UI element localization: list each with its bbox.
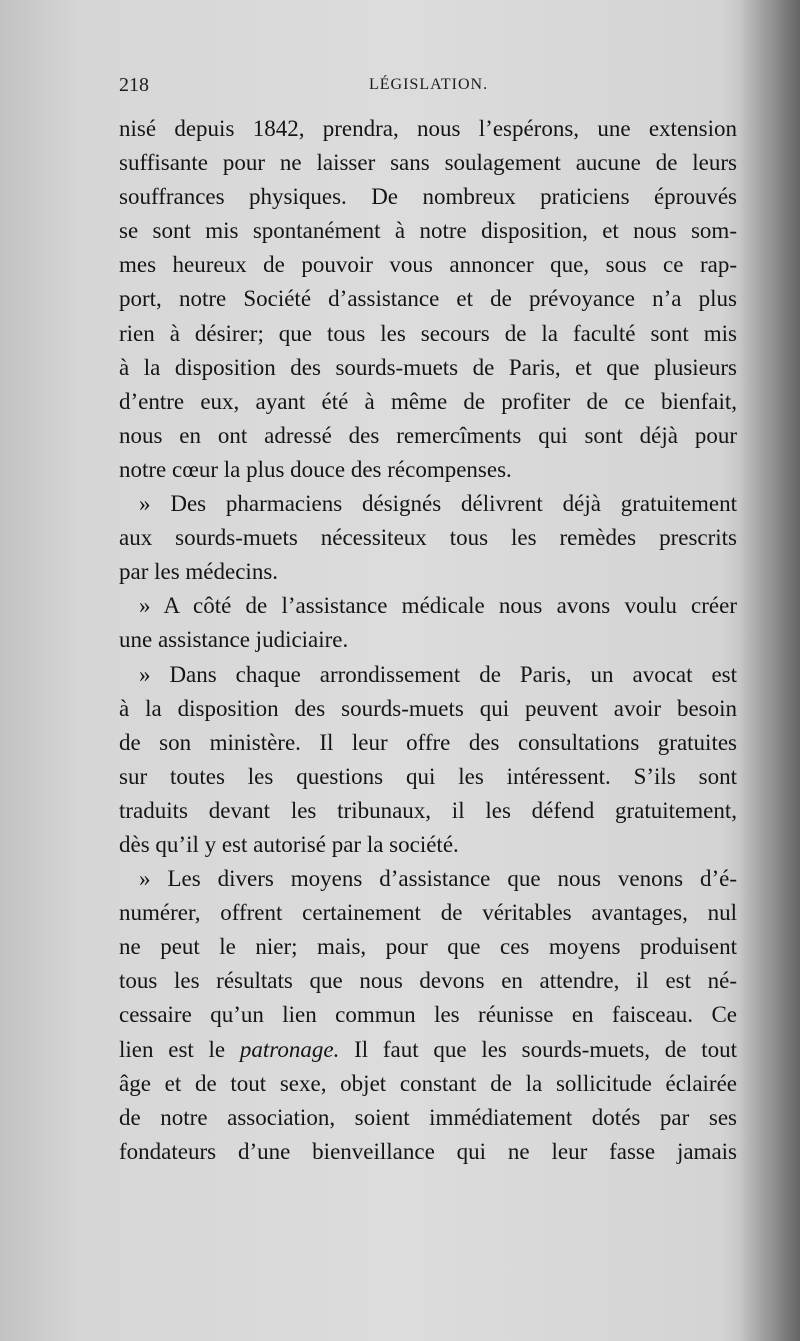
text-line: souffrances physiques. De nombreux praticiens éprouvés — [119, 184, 737, 210]
text-line: nous en ont adressé des remercîments qui sont déjà pour — [119, 422, 737, 448]
text-line: tous les résultats que nous devons en attendre, il est né- — [119, 968, 737, 994]
text-line: ne peut le nier; mais, pour que ces moyens produisent — [119, 934, 737, 960]
text-line: une assistance judiciaire. — [119, 627, 349, 653]
text-line: âge et de tout sexe, objet constant de la sollicitude éclairée — [119, 1070, 737, 1096]
text-line: » A côté de l’assistance médicale nous avons voulu créer — [139, 593, 737, 619]
text-line-with-emphasis — [119, 1033, 737, 1067]
text-line: » Dans chaque arrondissement de Paris, un avocat est — [139, 661, 737, 687]
text-line: d’entre eux, ayant été à même de profiter de ce bienfait, — [119, 388, 737, 414]
text-line: traduits devant les tribunaux, il les défend gratuitement, — [119, 797, 737, 823]
text-line: dès qu’il y est autorisé par la société. — [119, 831, 459, 857]
text-line: fondateurs d’une bienveillance qui ne leur fasse jamais — [119, 1138, 737, 1164]
text-line: rien à désirer; que tous les secours de la faculté sont mis — [119, 320, 737, 346]
emphasized-word: patronage. — [239, 1036, 340, 1062]
text-line: aux sourds-muets nécessiteux tous les remèdes prescrits — [119, 525, 737, 551]
body-text — [119, 112, 737, 1169]
text-line: à la disposition des sourds-muets qui peuvent avoir besoin — [119, 695, 737, 721]
text-line: cessaire qu’un lien commun les réunisse en faisceau. Ce — [119, 1002, 737, 1028]
text-line: » Des pharmaciens désignés délivrent déjà gratuitement — [139, 491, 737, 517]
text-segment: lien est le — [119, 1036, 226, 1062]
text-line: sur toutes les questions qui les intéressent. S’ils sont — [119, 763, 737, 789]
text-line: notre cœur la plus douce des récompenses. — [119, 456, 512, 482]
text-line: » Les divers moyens d’assistance que nous venons d’é- — [139, 866, 737, 892]
text-line: port, notre Société d’assistance et de prévoyance n’a plus — [119, 286, 737, 312]
text-line: par les médecins. — [119, 559, 279, 585]
text-line: mes heureux de pouvoir vous annoncer que, sous ce rap- — [119, 252, 737, 278]
text-line: numérer, offrent certainement de véritables avantages, nul — [119, 900, 737, 926]
text-line: suffisante pour ne laisser sans soulagement aucune de leurs — [119, 150, 737, 176]
text-line: de son ministère. Il leur offre des consultations gratuites — [119, 729, 737, 755]
text-line: à la disposition des sourds-muets de Paris, et que plusieurs — [119, 354, 737, 380]
page-header — [119, 74, 737, 104]
text-line: nisé depuis 1842, prendra, nous l’espérons, une extension — [119, 116, 737, 141]
text-line: se sont mis spontanément à notre disposition, et nous som- — [119, 218, 737, 244]
page-edge-shadow — [740, 0, 800, 1341]
running-head: LÉGISLATION. — [369, 76, 489, 93]
text-line: de notre association, soient immédiatement dotés par ses — [119, 1104, 737, 1130]
text-segment: Il faut que les sourds-muets, de tout — [354, 1036, 737, 1062]
page-number: 218 — [119, 74, 149, 96]
